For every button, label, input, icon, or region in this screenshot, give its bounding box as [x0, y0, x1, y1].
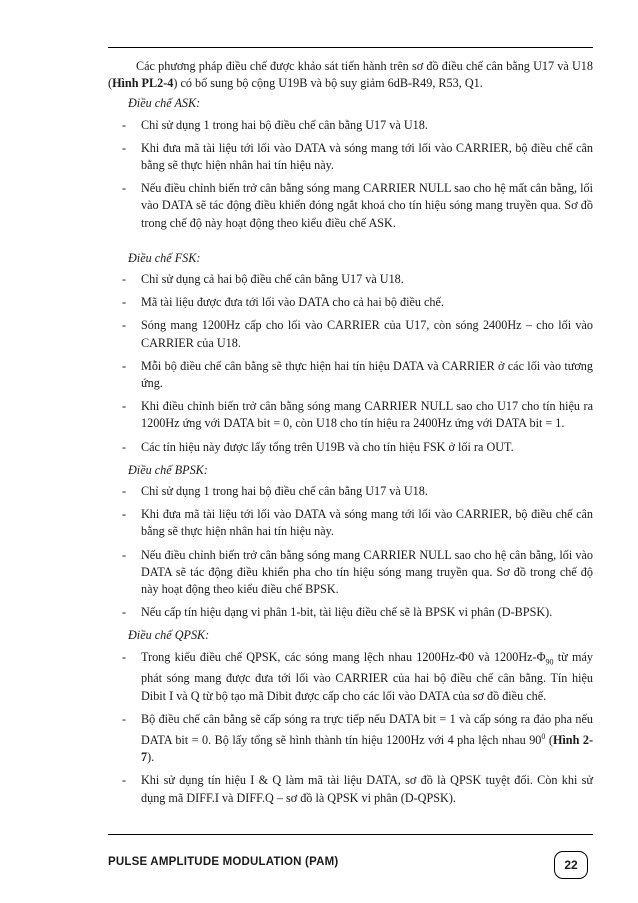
- footer-title: PULSE AMPLITUDE MODULATION (PAM): [108, 856, 339, 868]
- ask-list: [108, 117, 593, 232]
- list-item: - Mỗi bộ điều chế cân bằng sẽ thực hiện hai tín hiệu DATA và CARRIER ở các lối vào tương ứng.: [122, 358, 593, 391]
- list-item: - Trong kiểu điều chế QPSK, các sóng mang lệch nhau 1200Hz-Φ0 và $1200Hz-\Phi_{90}$ từ máy phát sóng mang được đưa tới lối vào CARRIER của hai bộ điều chế cân bằng. Tín hiệu Dibit I và Q từ bộ tạo mã Dibit được cấp cho các lối vào DATA của sơ đồ điều chế.: [122, 649, 593, 703]
- list-item: - Bộ điều chế cân bằng sẽ cấp sóng ra trực tiếp nếu DATA bit = 1 và cấp sóng ra đảo pha nếu DATA bit = 0. Bộ lấy tổng sẽ hình thành tín hiệu 1200Hz với 4 pha lệch nhau $90^0$ (Hình 2-7).: [122, 711, 593, 765]
- list-item: - Khi điều chỉnh biến trở cân bằng sóng mang CARRIER NULL sao cho U17 cho tín hiệu ra 1200Hz ứng với DATA bit = 0, còn U18 cho tín hiệu ra 2400Hz ứng với DATA bit = 1.: [122, 399, 593, 431]
- header-rule: [108, 47, 593, 48]
- list-item: - Chỉ sử dụng 1 trong hai bộ điều chế cân bằng U17 và U18.: [122, 117, 428, 132]
- fsk-list: [108, 271, 593, 456]
- list-item: - Chỉ sử dụng 1 trong hai bộ điều chế cân bằng U17 và U18.: [122, 484, 428, 499]
- intro-text-end: ) có bổ sung bộ cộng U19B và bộ suy giảm 6dB-R49, R53, Q1.: [173, 76, 483, 91]
- intro-paragraph: [108, 58, 593, 92]
- bpsk-heading: Điều chế BPSK:: [128, 462, 208, 477]
- list-item: - Khi đưa mã tài liệu tới lối vào DATA và sóng mang tới lối vào CARRIER, bộ điều chế cân bằng sẽ thực hiện nhân hai tín hiệu này.: [122, 140, 593, 173]
- list-item: - Mã tài liệu được đưa tới lối vào DATA cho cả hai bộ điều chế.: [122, 295, 444, 310]
- intro-text: Các phương pháp điều chế được khảo sát tiến hành trên sơ đồ điều chế cân bằng U17 và U18 (: [108, 59, 593, 91]
- list-item: - Nếu điều chỉnh biến trở cân bằng sóng mang CARRIER NULL sao cho hệ cân bằng, lối vào DATA sẽ tác động điều khiển pha cho tín hiệu sóng mang truyền qua. Sơ đồ trong chế độ này hoạt động theo kiểu điều chế BPSK.: [122, 547, 593, 597]
- list-item: - Khi đưa mã tài liệu tới lối vào DATA và sóng mang tới lối vào CARRIER, bộ điều chế cân bằng sẽ thực hiện nhân hai tín hiệu này.: [122, 507, 593, 539]
- document-body: [108, 58, 593, 813]
- bpsk-list: [108, 483, 593, 621]
- figure-reference: Hình 2-7: [141, 733, 593, 765]
- list-item: - Chỉ sử dụng cả hai bộ điều chế cân bằng U17 và U18.: [122, 272, 404, 287]
- list-item: - Nếu điều chỉnh biến trở cân bằng sóng mang CARRIER NULL sao cho hệ mất cân bằng, lối vào DATA sẽ tác động điều khiển đóng ngắt khoá cho tín hiệu sóng mang truyền qua. Sơ đồ trong chế độ này hoạt động theo kiểu điều chế ASK.: [122, 181, 593, 230]
- list-item: - Nếu cấp tín hiệu dạng vi phân 1-bit, tài liệu điều chế sẽ là BPSK vi phân (D-BPSK).: [122, 605, 553, 620]
- qpsk-heading: Điều chế QPSK:: [128, 628, 210, 643]
- ask-heading: Điều chế ASK:: [128, 96, 201, 111]
- list-item: - Sóng mang 1200Hz cấp cho lối vào CARRIER của U17, còn sóng 2400Hz – cho lối vào CARRIER của U18.: [122, 318, 593, 350]
- list-item: - Các tín hiệu này được lấy tổng trên U19B và cho tín hiệu FSK ở lối ra OUT.: [122, 439, 514, 454]
- figure-reference: Hình PL2-4: [112, 76, 174, 91]
- qpsk-list: [108, 649, 593, 807]
- list-item: - Khi sử dụng tín hiệu I & Q làm mã tài liệu DATA, sơ đồ là QPSK tuyệt đối. Còn khi sử dụng mã DIFF.I và DIFF.Q – sơ đồ là QPSK vi phân (D-QPSK).: [122, 773, 593, 805]
- fsk-heading: Điều chế FSK:: [128, 250, 201, 265]
- footer-rule: [108, 834, 593, 835]
- page-number: 22: [554, 851, 588, 879]
